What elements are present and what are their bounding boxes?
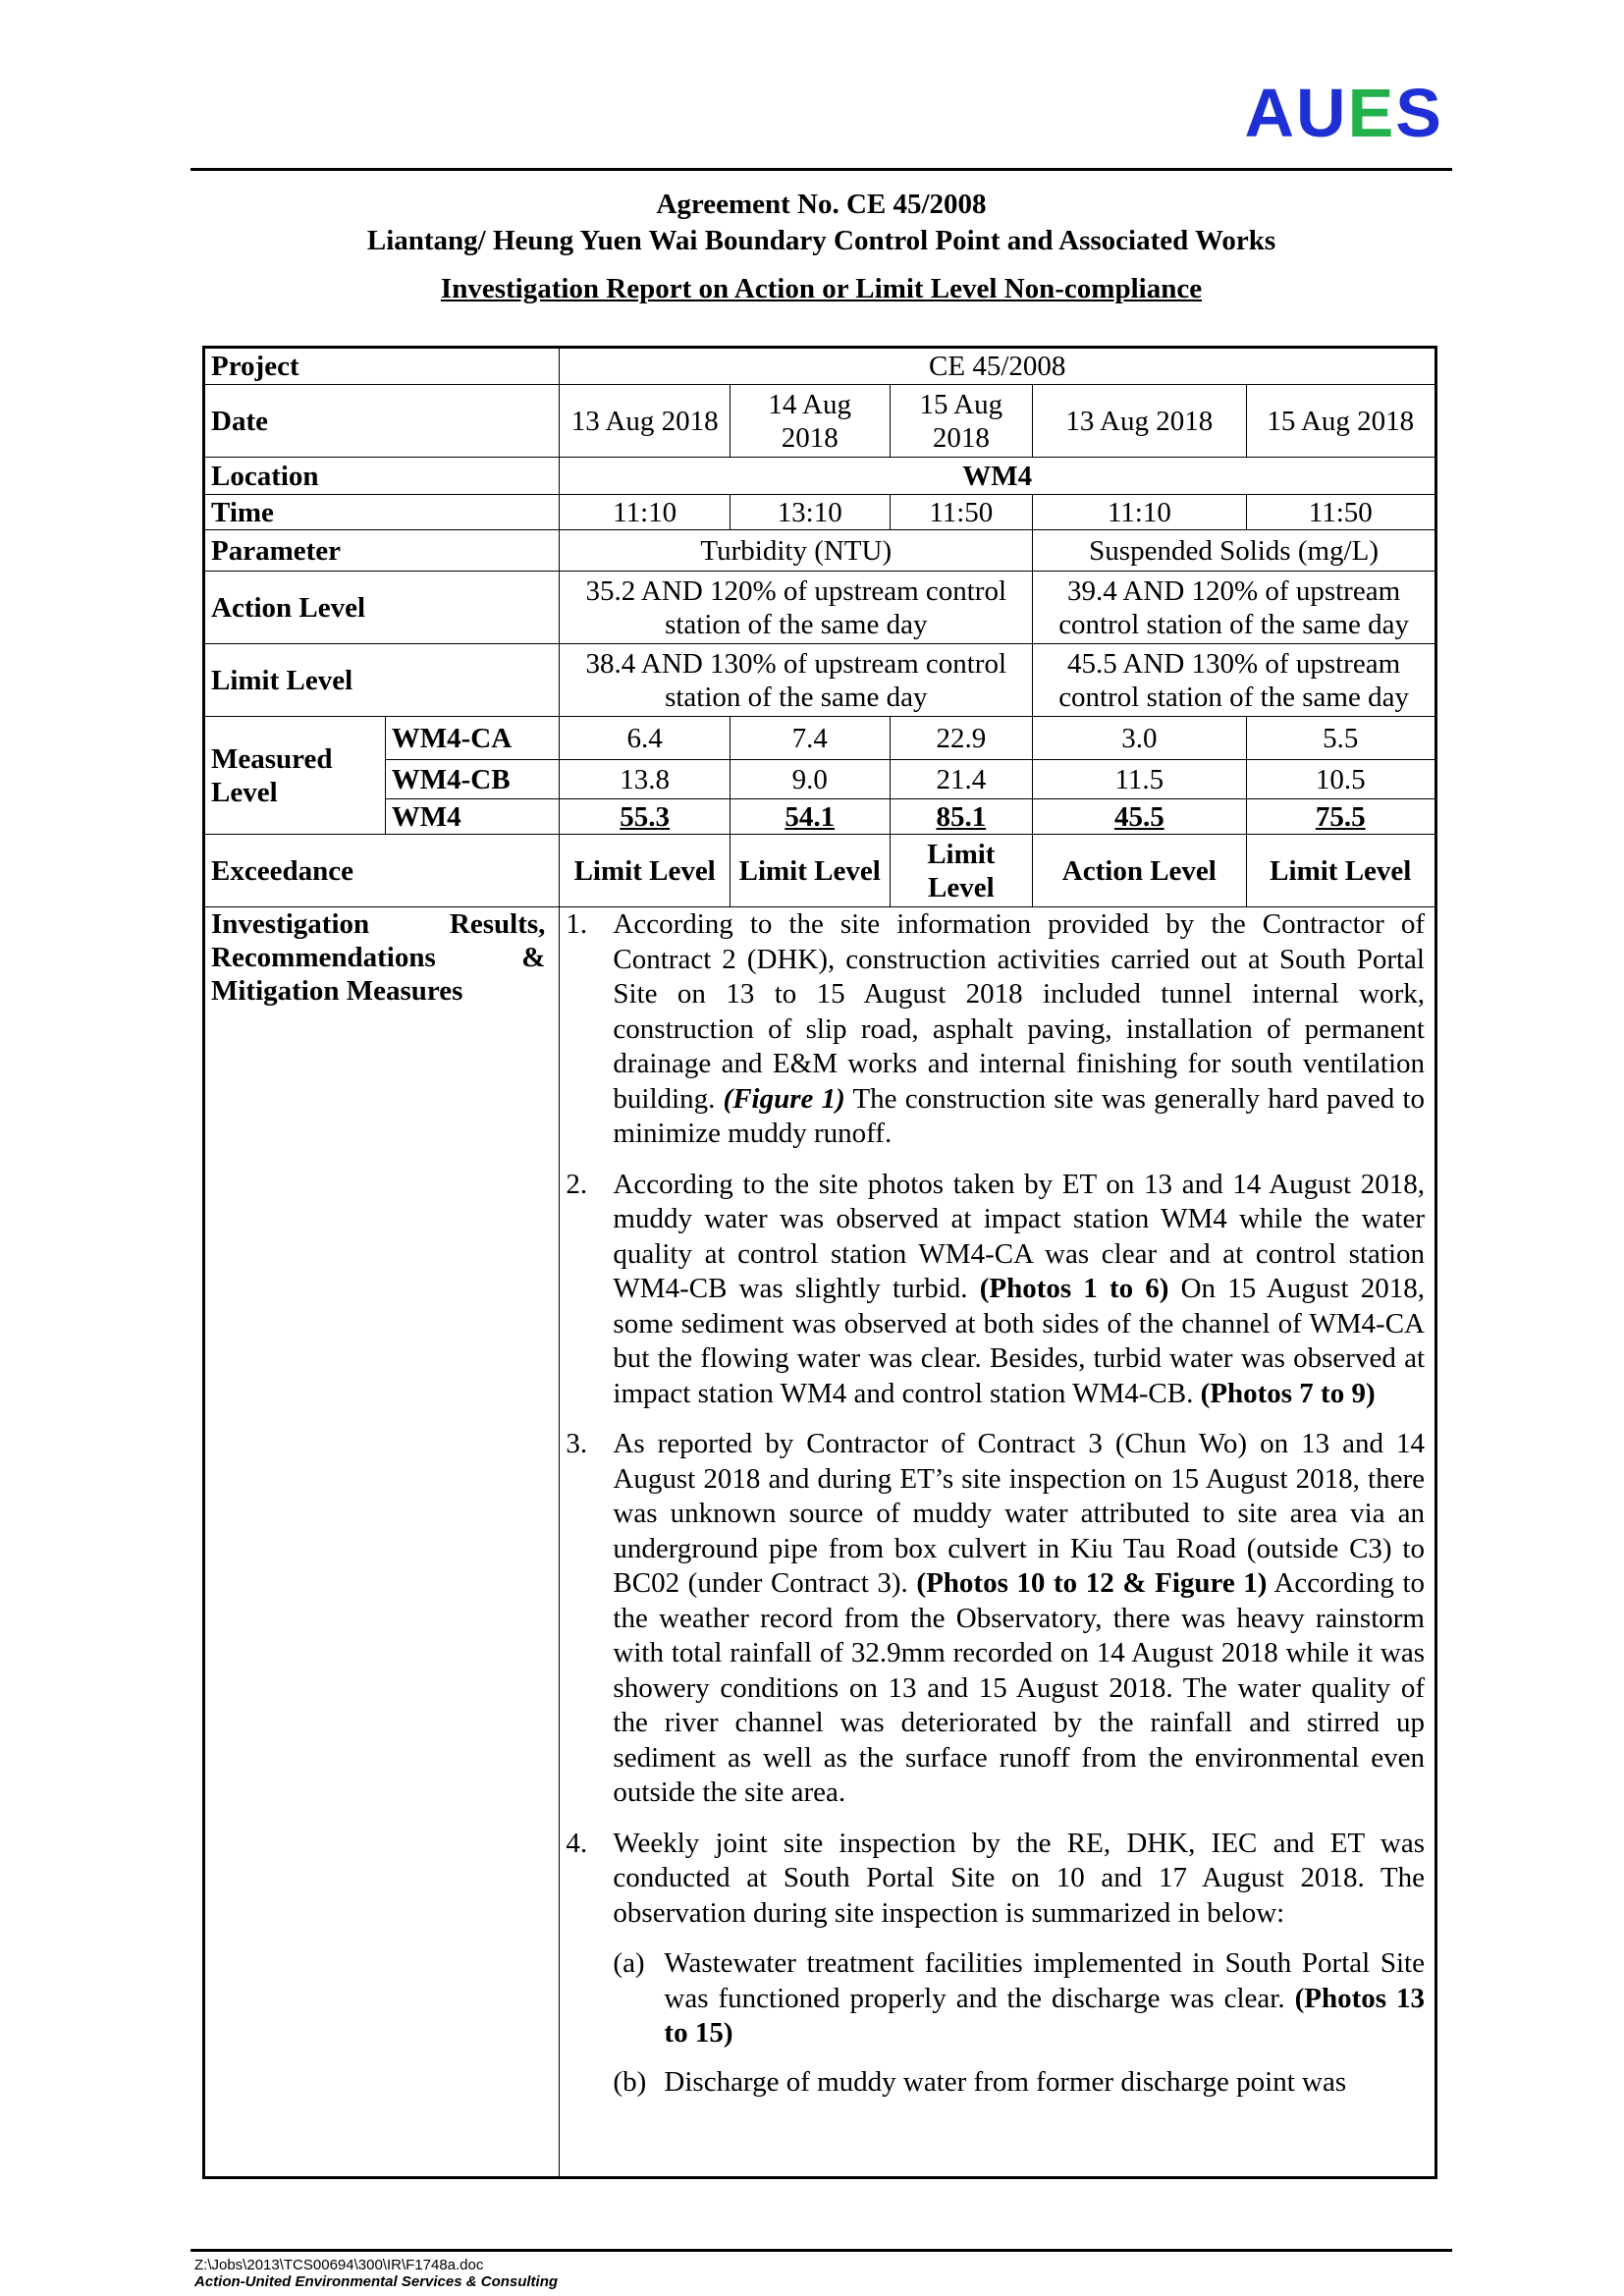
item-text: According to the site photos taken by ET on 13 and 14 August 2018, muddy water was observed at impact station WM4 while the water quality at control station WM4-CA was clear and at control station WM4-CB was slightly turbid. — [613, 1168, 1425, 1304]
measured-value: 7.4 — [730, 717, 890, 760]
investigation-label: Investigation Results, Recommendations & Mitigation Measures — [204, 907, 560, 2178]
photo-reference: (Photos 13 to 15) — [664, 1982, 1426, 2049]
time-cell: 11:10 — [1033, 495, 1246, 530]
item-text: As reported by Contractor of Contract 3 (Chun Wo) on 13 and 14 August 2018 and during ET’s site inspection on 15 August 2018, there was unknown source of muddy water attributed to site area via an underground pipe from box culvert in Kiu Tau Road (outside C3) to BC02 (under Contract 3). — [613, 1428, 1425, 1599]
parameter-label: Parameter — [204, 530, 560, 572]
measured-value: 10.5 — [1246, 760, 1435, 799]
sub-item-number: (a) — [613, 1947, 645, 1979]
measured-value-exceed: 75.5 — [1246, 799, 1435, 835]
table-row-action-level — [204, 572, 1436, 644]
sub-item-text: Wastewater treatment facilities implemented in South Portal Site was functioned properly and the discharge was clear. — [664, 1947, 1425, 2014]
table-row-limit-level — [204, 644, 1436, 717]
photo-reference: (Photos 10 to 12 & Figure 1) — [916, 1567, 1268, 1599]
table-row-exceedance — [204, 835, 1436, 907]
limit-level-suspended-solids: 45.5 AND 130% of upstream control station of the same day — [1033, 644, 1436, 717]
parameter-turbidity: Turbidity (NTU) — [560, 530, 1033, 572]
project-value: CE 45/2008 — [560, 348, 1436, 385]
item-number: 1. — [566, 908, 588, 940]
exceedance-label: Exceedance — [204, 835, 560, 907]
list-item — [566, 1827, 1425, 1932]
measured-value-exceed: 45.5 — [1033, 799, 1246, 835]
project-title: Liantang/ Heung Yuen Wai Boundary Control Point and Associated Works — [366, 225, 1276, 256]
sub-list-item — [613, 1946, 1425, 2051]
figure-reference: (Figure 1) — [723, 1082, 845, 1115]
investigation-table — [202, 346, 1437, 2179]
exceedance-cell: Limit Level — [560, 835, 731, 907]
limit-level-label: Limit Level — [204, 644, 560, 717]
item-text: Weekly joint site inspection by the RE, DHK, IEC and ET was conducted at South Portal Site on 10 and 17 August 2018. The observation during site inspection is summarized in below: — [613, 1827, 1425, 1929]
item-number: 2. — [566, 1168, 588, 1200]
table-row-measured — [204, 717, 1436, 760]
footer-divider — [190, 2249, 1452, 2252]
measured-value-exceed: 85.1 — [890, 799, 1033, 835]
item-number: 4. — [566, 1827, 588, 1859]
table-row-investigation — [204, 907, 1436, 2178]
action-level-turbidity: 35.2 AND 120% of upstream control station of the same day — [560, 572, 1033, 644]
measured-value: 5.5 — [1246, 717, 1435, 760]
date-cell: 15 Aug 2018 — [1246, 385, 1435, 458]
table-row-time — [204, 495, 1436, 530]
limit-level-turbidity: 38.4 AND 130% of upstream control station of the same day — [560, 644, 1033, 717]
station-label: WM4-CB — [385, 760, 560, 799]
aues-logo — [1244, 75, 1443, 151]
measured-value: 22.9 — [890, 717, 1033, 760]
date-label: Date — [204, 385, 560, 458]
date-cell: 13 Aug 2018 — [560, 385, 731, 458]
item-text: The construction site was generally hard paved to minimize muddy runoff. — [613, 1082, 1425, 1149]
time-cell: 11:50 — [890, 495, 1033, 530]
measured-value-exceed: 55.3 — [560, 799, 731, 835]
table-row-project — [204, 348, 1436, 385]
table-row-date — [204, 385, 1436, 458]
date-cell: 13 Aug 2018 — [1033, 385, 1246, 458]
document-footer — [194, 2257, 558, 2290]
date-cell: 15 Aug 2018 — [890, 385, 1033, 458]
company-name: Action-United Environmental Services & Consulting — [194, 2273, 559, 2290]
logo-part-e: E — [1347, 75, 1396, 151]
item-text: On 15 August 2018, some sediment was observed at both sides of the channel of WM4-CA but the flowing water was clear. Besides, turbid water was observed at impact station WM4 and control station WM4-CB. — [613, 1273, 1425, 1409]
parameter-suspended-solids: Suspended Solids (mg/L) — [1033, 530, 1436, 572]
investigation-narrative — [560, 907, 1436, 2178]
sub-list-item — [613, 2065, 1425, 2101]
sub-item-text: Discharge of muddy water from former discharge point was — [664, 2065, 1347, 2098]
logo-part-au: AU — [1244, 75, 1348, 151]
table-row-parameter — [204, 530, 1436, 572]
item-text: According to the weather record from the Observatory, there was heavy rainstorm with total rainfall of 32.9mm recorded on 14 August 2018 while it was showery conditions on 13 and 15 August 2018. The water quality of the river channel was deteriorated by the rainfall and stirred up sediment as well as the surface runoff from the environmental even outside the site area. — [613, 1567, 1426, 1808]
station-label: WM4-CA — [385, 717, 560, 760]
item-number: 3. — [566, 1428, 588, 1459]
measured-value: 6.4 — [560, 717, 731, 760]
table-row-measured — [204, 760, 1436, 799]
photo-reference: (Photos 1 to 6) — [979, 1273, 1169, 1304]
date-cell: 14 Aug 2018 — [730, 385, 890, 458]
exceedance-cell: Limit Level — [1246, 835, 1435, 907]
list-item — [566, 907, 1425, 1152]
project-label: Project — [204, 348, 560, 385]
exceedance-cell: Limit Level — [890, 835, 1033, 907]
measured-value-exceed: 54.1 — [730, 799, 890, 835]
report-title: Investigation Report on Action or Limit Level Non-compliance — [440, 273, 1203, 304]
location-value: WM4 — [560, 458, 1436, 495]
time-label: Time — [204, 495, 560, 530]
location-label: Location — [204, 458, 560, 495]
logo-part-s: S — [1395, 75, 1443, 151]
list-item — [566, 1427, 1425, 1811]
station-label: WM4 — [385, 799, 560, 835]
measured-value: 21.4 — [890, 760, 1033, 799]
measured-value: 9.0 — [730, 760, 890, 799]
photo-reference: (Photos 7 to 9) — [1200, 1377, 1376, 1409]
measured-value: 11.5 — [1033, 760, 1246, 799]
header-divider — [190, 168, 1452, 171]
measured-value: 3.0 — [1033, 717, 1246, 760]
list-item — [566, 1168, 1425, 1412]
action-level-label: Action Level — [204, 572, 560, 644]
measured-value: 13.8 — [560, 760, 731, 799]
agreement-number: Agreement No. CE 45/2008 — [656, 189, 987, 220]
sub-item-number: (b) — [613, 2065, 647, 2098]
time-cell: 11:50 — [1246, 495, 1435, 530]
action-level-suspended-solids: 39.4 AND 120% of upstream control station of the same day — [1033, 572, 1436, 644]
exceedance-cell: Action Level — [1033, 835, 1246, 907]
time-cell: 13:10 — [730, 495, 890, 530]
exceedance-cell: Limit Level — [730, 835, 890, 907]
time-cell: 11:10 — [560, 495, 731, 530]
table-row-location — [204, 458, 1436, 495]
item-text: According to the site information provided by the Contractor of Contract 2 (DHK), construction activities carried out at South Portal Site on 13 to 15 August 2018 included tunnel internal work, construction of slip road, asphalt paving, installation of permanent drainage and E&M works and internal finishing for south ventilation building. — [613, 908, 1425, 1115]
file-path: Z:\Jobs\2013\TCS00694\300\IR\F1748a.doc — [194, 2257, 484, 2273]
document-header — [190, 187, 1452, 307]
table-row-measured — [204, 799, 1436, 835]
measured-level-label: Measured Level — [204, 717, 386, 835]
